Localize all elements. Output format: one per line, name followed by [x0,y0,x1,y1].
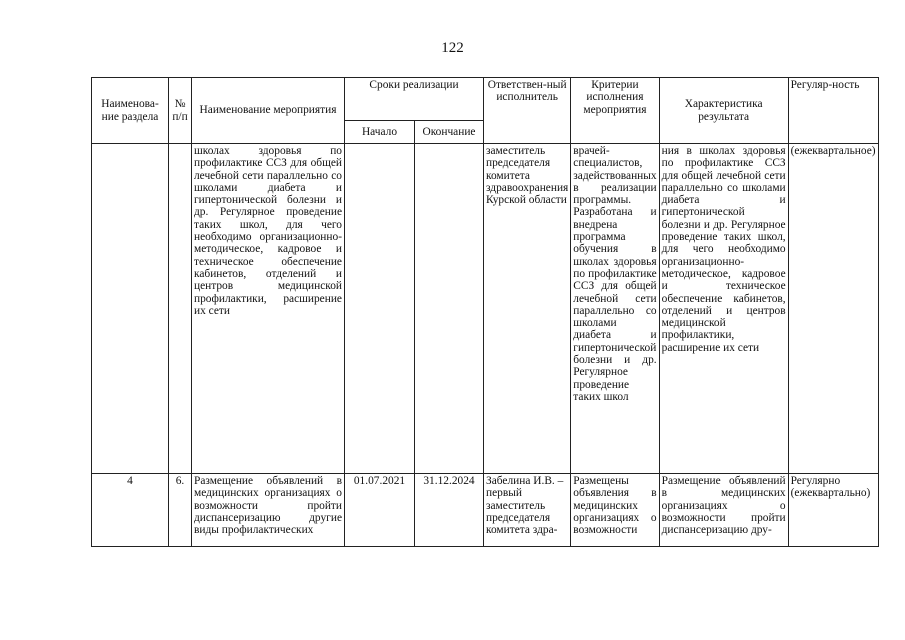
cell-regularity: (ежеквартальное) [788,144,878,474]
header-end: Окончание [415,121,484,144]
cell-criteria: врачей-специалистов, задействованных в реализации программы. Разработана и внедрена программа обучения в школах здоровья по профилактике ССЗ для общей лечебной сети параллельно со школами диабета и гипертонической болезни и др. Регулярное проведение таких школ [571,144,659,474]
cell-num: 6. [169,474,192,547]
cell-event: Размещение объявлений в медицинских организациях о возможности пройти диспансеризацию другие виды профилактических [192,474,345,547]
header-result: Характеристика результата [659,78,788,144]
header-criteria: Критерии исполнения мероприятия [571,78,659,144]
cell-section [92,144,169,474]
events-table [91,77,879,547]
header-period: Сроки реализации [345,78,484,121]
header-responsible: Ответствен-ный исполнитель [484,78,571,144]
table-row [92,474,879,547]
cell-start: 01.07.2021 [345,474,415,547]
cell-result: Размещение объявлений в медицинских организациях о возможности пройти диспансеризацию дру- [659,474,788,547]
cell-end: 31.12.2024 [415,474,484,547]
page-number: 122 [441,40,464,56]
cell-result: ния в школах здоровья по профилактике ССЗ для общей лечебной сети параллельно со школами диабета и гипертонической болезни и др. Регулярное проведение таких школ, для чего необходимо организационно-методическое, кадровое и техническое обеспечение кабинетов, отделений и центров медицинской профилактики, расширение их сети [659,144,788,474]
cell-regularity: Регулярно (ежеквартально) [788,474,878,547]
cell-responsible: заместитель председателя комитета здравоохранения Курской области [484,144,571,474]
cell-start [345,144,415,474]
cell-num [169,144,192,474]
cell-end [415,144,484,474]
cell-event: школах здоровья по профилактике ССЗ для общей лечебной сети параллельно со школами диабета и гипертонической болезни и др. Регулярное проведение таких школ, для чего необходимо организационно-методическое, кадровое и техническое обеспечение кабинетов, отделений и центров медицинской профилактики, расширение их сети [192,144,345,474]
cell-criteria: Размещены объявления в медицинских организациях о возможности [571,474,659,547]
header-event: Наименование мероприятия [192,78,345,144]
header-num: № п/п [169,78,192,144]
cell-responsible: Забелина И.В. –первый заместитель председателя комитета здра- [484,474,571,547]
header-section: Наименова-ние раздела [92,78,169,144]
table-row [92,144,879,474]
header-start: Начало [345,121,415,144]
header-regularity: Регуляр-ность [788,78,878,144]
cell-section: 4 [92,474,169,547]
